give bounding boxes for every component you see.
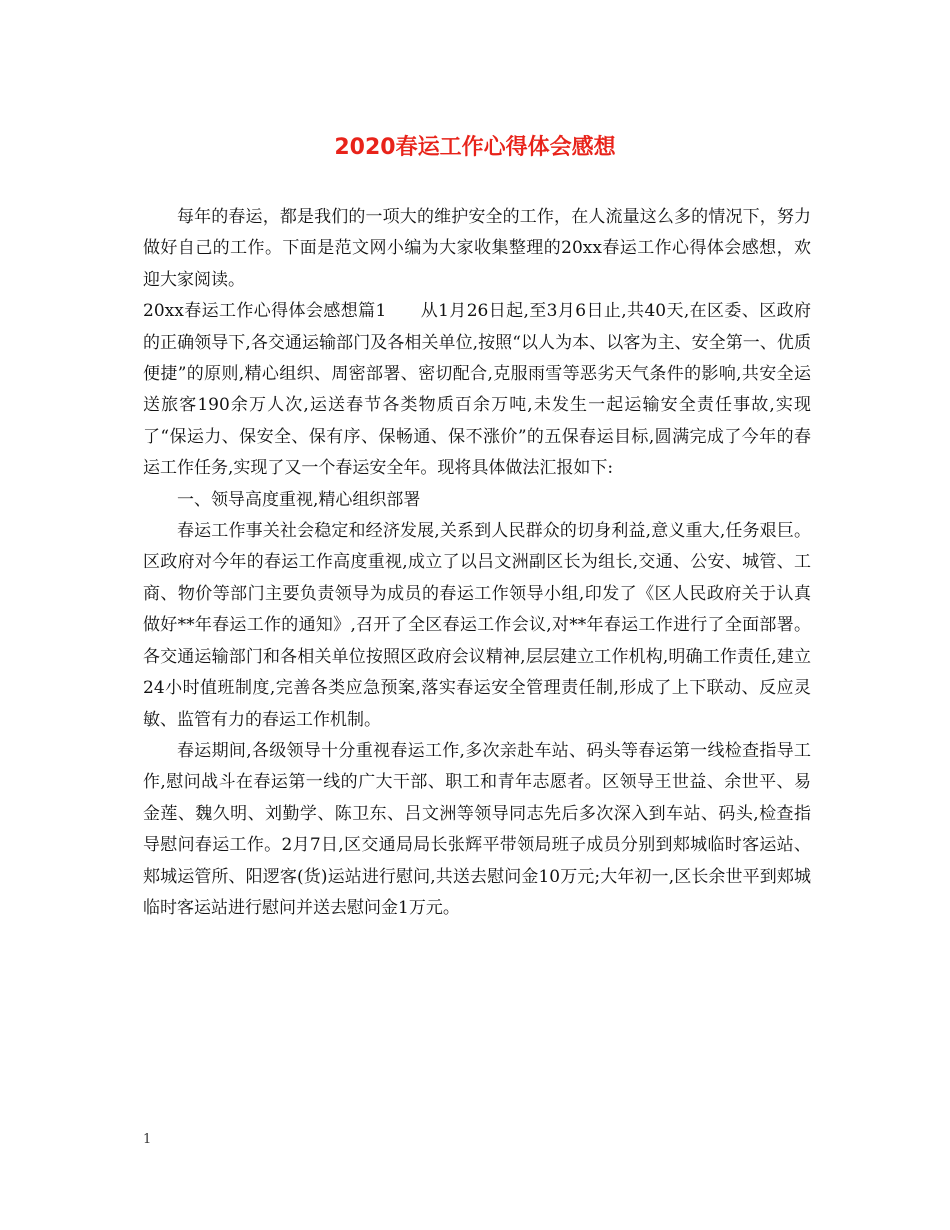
intro-paragraph: 每年的春运，都是我们的一项大的维护安全的工作，在人流量这么多的情况下，努力做好自己的工作。下面是范文网小编为大家收集整理的20xx春运工作心得体会感想，欢迎大家阅读。 xyxy=(143,207,811,290)
section-label: 20xx春运工作心得体会感想篇1 xyxy=(143,301,387,322)
body-paragraph-2: 春运期间,各级领导十分重视春运工作,多次亲赴车站、码头等春运第一线检查指导工作,慰问战斗在春运第一线的广大干部、职工和青年志愿者。区领导王世益、余世平、易金莲、魏久明、刘勤学、陈卫东、吕文洲等领导同志先后多次深入到车站、码头,检查指导慰问春运工作。2月7日,区交通局局长张辉平带领局班子成员分别到郏城临时客运站、郏城运管所、阳逻客(货)运站进行慰问,共送去慰问金10万元;大年初一,区长余世平到郏城临时客运站进行慰问并送去慰问金1万元。 xyxy=(143,740,811,918)
section-heading: 一、领导高度重视,精心组织部署 xyxy=(177,489,421,510)
page-number: 1 xyxy=(143,1132,152,1147)
section-paragraph xyxy=(143,296,811,484)
document-title: 2020春运工作心得体会感想 xyxy=(334,135,616,160)
body-paragraph-1: 春运工作事关社会稳定和经济发展,关系到人民群众的切身利益,意义重大,任务艰巨。区政府对今年的春运工作高度重视,成立了以吕文洲副区长为组长,交通、公安、城管、工商、物价等部门主要负责领导为成员的春运工作领导小组,印发了《区人民政府关于认真做好**年春运工作的通知》,召开了全区春运工作会议,对**年春运工作进行了全面部署。各交通运输部门和各相关单位按照区政府会议精神,层层建立工作机构,明确工作责任,建立24小时值班制度,完善各类应急预案,落实春运安全管理责任制,形成了上下联动、反应灵敏、监管有力的春运工作机制。 xyxy=(143,521,811,730)
section-text: 从1月26日起,至3月6日止,共40天,在区委、区政府的正确领导下,各交通运输部门及各相关单位,按照“以人为本、以客为主、安全第一、优质便捷”的原则,精心组织、周密部署、密切配合,克服雨雪等恶劣天气条件的影响,共安全运送旅客190余万人次,运送春节各类物质百余万吨,未发生一起运输安全责任事故,实现了“保运力、保安全、保有序、保畅通、保不涨价”的五保春运目标,圆满完成了今年的春运工作任务,实现了又一个春运安全年。现将具体做法汇报如下: xyxy=(143,301,811,479)
document-body xyxy=(143,202,811,924)
